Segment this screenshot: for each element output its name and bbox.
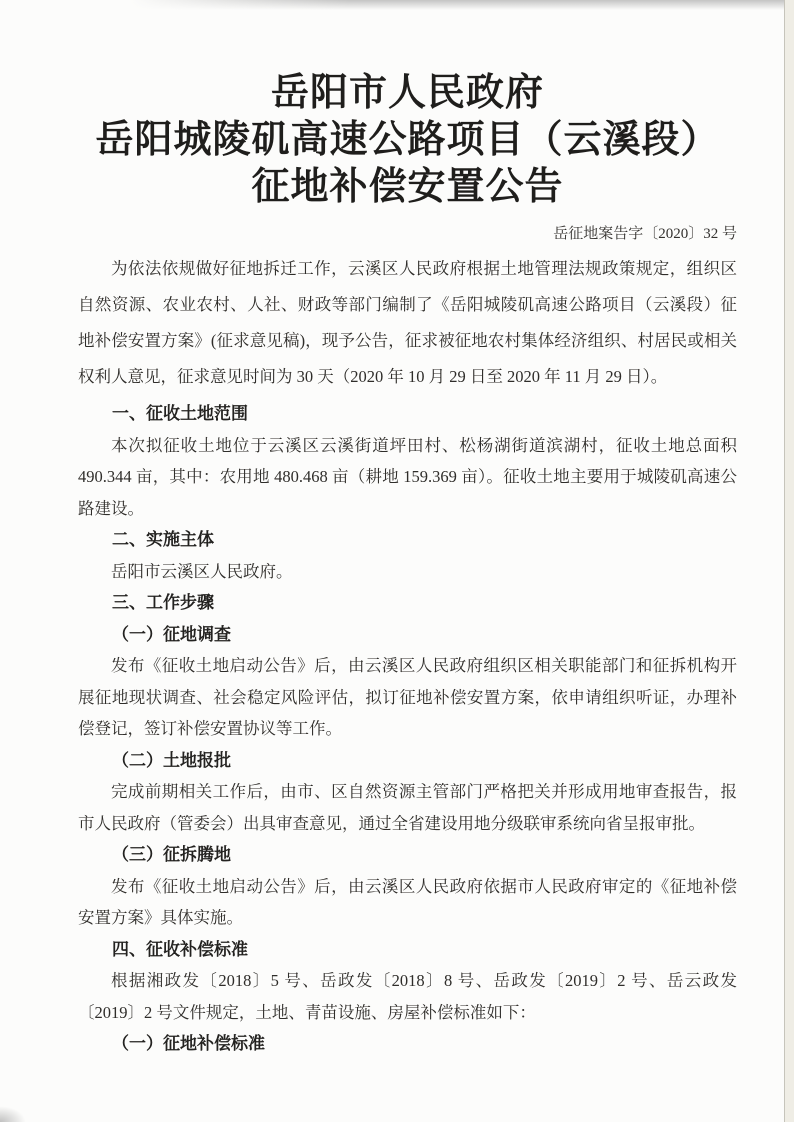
title-line-project: 岳阳城陵矶高速公路项目（云溪段） bbox=[95, 119, 720, 161]
subheading-compensation-standard: （一）征地补偿标准 bbox=[112, 1034, 265, 1053]
title-line-government: 岳阳市人民政府 bbox=[270, 72, 544, 114]
document-body bbox=[78, 251, 737, 1060]
document-content bbox=[78, 70, 737, 1060]
paragraph-land-vacating: 发布《征收土地启动公告》后，由云溪区人民政府依据市人民政府审定的《征地补偿安置方案》具体实施。 bbox=[78, 876, 737, 927]
subheading-land-survey: （一）征地调查 bbox=[112, 624, 231, 644]
scan-paper-right-edge bbox=[784, 0, 794, 1122]
section-heading-land-scope: 一、征收土地范围 bbox=[112, 404, 248, 423]
paragraph-land-scope: 本次拟征收土地位于云溪区云溪街道坪田村、松杨湖街道滨湖村，征收土地总面积 490.344 亩，其中：农用地 480.468 亩（耕地 159.369 亩）。征收土地主要用于城陵矶高速公路建设。 bbox=[78, 435, 737, 518]
section-heading-implementer: 二、实施主体 bbox=[112, 530, 214, 549]
paragraph-land-approval: 完成前期相关工作后，由市、区自然资源主管部门严格把关并形成用地审查报告，报市人民政府（管委会）出具审查意见，通过全省建设用地分级联审系统向省呈报审批。 bbox=[78, 782, 737, 833]
title-line-notice: 征地补偿安置公告 bbox=[251, 166, 564, 208]
subheading-land-vacating: （三）征拆腾地 bbox=[112, 845, 231, 864]
section-heading-work-steps: 三、工作步骤 bbox=[112, 593, 214, 612]
scan-edge-top-fade bbox=[130, 0, 350, 10]
document-title bbox=[78, 70, 737, 211]
section-heading-compensation: 四、征收补偿标准 bbox=[112, 939, 248, 959]
paragraph-intro: 为依法依规做好征地拆迁工作，云溪区人民政府根据土地管理法规政策规定，组织区自然资源、农业农村、人社、财政等部门编制了《岳阳城陵矶高速公路项目（云溪段）征地补偿安置方案》(征求意见稿)，现予公告，征求被征地农村集体经济组织、村居民或相关权利人意见，征求意见时间为 30 天（2020 年 10 月 29 日至 2020 年 11 月 29 日）。 bbox=[78, 259, 737, 386]
scan-smudge-bottom-left bbox=[0, 1106, 26, 1122]
paragraph-land-survey: 发布《征收土地启动公告》后，由云溪区人民政府组织区相关职能部门和征拆机构开展征地现状调查、社会稳定风险评估，拟订征地补偿安置方案，依申请组织听证，办理补偿登记，签订补偿安置协议等工作。 bbox=[78, 656, 737, 738]
subheading-land-approval: （二）土地报批 bbox=[112, 750, 231, 770]
scan-edge-top-shadow bbox=[130, 0, 794, 10]
paragraph-compensation-basis: 根据湘政发〔2018〕5 号、岳政发〔2018〕8 号、岳政发〔2019〕2 号、岳云政发〔2019〕2 号文件规定，土地、青苗设施、房屋补偿标准如下： bbox=[78, 971, 737, 1022]
document-number: 岳征地案告字〔2020〕32 号 bbox=[553, 226, 737, 242]
paragraph-implementer: 岳阳市云溪区人民政府。 bbox=[111, 561, 293, 581]
